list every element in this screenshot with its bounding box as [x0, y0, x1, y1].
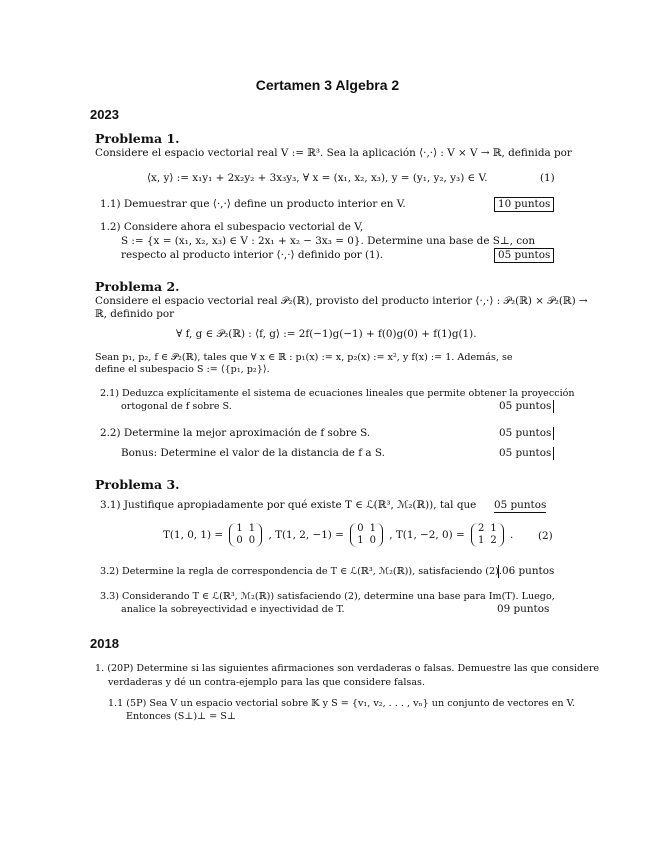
points-2-1: 05 puntos [499, 400, 554, 413]
problem-2-intro-line-2: ℝ, definido por [95, 308, 175, 320]
question-2-1-line-1: 2.1) Deduzca explícitamente el sistema de ecuaciones lineales que permite obtener la proyección [100, 388, 575, 399]
problem-2-definitions-line-1: Sean p₁, p₂, f ∈ 𝒫₂(ℝ), tales que ∀ x ∈ ℝ : p₁(x) := x, p₂(x) := x², y f(x) := 1. Además, se [95, 352, 513, 363]
question-1-1: 1.1) Demuestrar que ⟨·,·⟩ define un producto interior en V. [100, 198, 406, 210]
t-of-vector-3: , T(1, −2, 0) = [389, 529, 465, 541]
problem-2-definitions-line-2: define el subespacio S := ⟨{p₁, p₂}⟩. [95, 364, 270, 375]
points-box-1-1: 10 puntos [494, 197, 554, 212]
points-3-3: 09 puntos [497, 603, 550, 615]
bonus-question: Bonus: Determine el valor de la distancia de f a S. [121, 447, 385, 459]
question-2-1-line-2: ortogonal de f sobre S. [121, 401, 232, 412]
page-title: Certamen 3 Algebra 2 [255, 77, 400, 93]
equation-number-2: (2) [538, 530, 553, 542]
question-2018-1-line-2: verdaderas y dé un contra-ejemplo para las que considere falsas. [108, 677, 426, 688]
points-bonus: 05 puntos [499, 447, 554, 460]
matrix-2: 0 1 1 0 [350, 523, 383, 547]
question-1-2-line-2: S := {x = (x₁, x₂, x₃) ∈ V : 2x₁ + x₂ − 3x₃ = 0}. Determine una base de S⊥, con [121, 235, 536, 247]
problem-1-heading: Problema 1. [95, 131, 180, 146]
question-2018-1-line-1: 1. (20P) Determine si las siguientes afirmaciones son verdaderas o falsas. Demuestre las que considere [95, 663, 600, 674]
question-2-2: 2.2) Determine la mejor aproximación de f sobre S. [100, 427, 371, 439]
year-heading-2018: 2018 [90, 636, 119, 651]
question-3-2: 3.2) Determine la regla de correspondencia de T ∈ ℒ(ℝ³, ℳ₂(ℝ)), satisfaciendo (2). [100, 566, 502, 577]
matrix-1: 1 1 0 0 [229, 523, 262, 547]
problem-1-intro: Considere el espacio vectorial real V := ℝ³. Sea la aplicación ⟨·,·⟩ : V × V → ℝ, definida por [95, 147, 572, 159]
question-2018-1-1-line-2: Entonces (S⊥)⊥ = S⊥ [126, 711, 236, 722]
year-heading-2023: 2023 [90, 107, 119, 122]
problem-1-equation: ⟨x, y⟩ := x₁y₁ + 2x₂y₂ + 3x₃y₃, ∀ x = (x₁, x₂, x₃), y = (y₁, y₂, y₃) ∈ V. [147, 172, 488, 184]
question-3-3-line-1: 3.3) Considerando T ∈ ℒ(ℝ³, ℳ₂(ℝ)) satisfaciendo (2), determine una base para Im(T). Luego, [100, 591, 555, 602]
points-2-2: 05 puntos [499, 427, 554, 440]
problem-3-heading: Problema 3. [95, 477, 180, 492]
problem-3-equation [163, 521, 513, 549]
question-1-2-line-1: 1.2) Considere ahora el subespacio vectorial de V, [100, 221, 364, 233]
question-3-1: 3.1) Justifique apropiadamente por qué existe T ∈ ℒ(ℝ³, ℳ₂(ℝ)), tal que [100, 499, 477, 511]
problem-2-equation: ∀ f, g ∈ 𝒫₂(ℝ) : ⟨f, g⟩ := 2f(−1)g(−1) + f(0)g(0) + f(1)g(1). [176, 328, 477, 340]
question-3-3-line-2: analice la sobreyectividad e inyectividad de T. [121, 604, 345, 615]
question-2018-1-1-line-1: 1.1 (5P) Sea V un espacio vectorial sobre 𝕂 y S = {v₁, v₂, . . . , vₙ} un conjunto de vectores en V. [108, 698, 575, 709]
points-3-2: 06 puntos [498, 565, 554, 578]
points-3-1: 05 puntos [494, 499, 547, 511]
problem-2-heading: Problema 2. [95, 279, 180, 294]
equation-number-1: (1) [540, 172, 555, 184]
t-of-vector-1: T(1, 0, 1) = [163, 529, 224, 541]
matrix-3: 2 1 1 2 [471, 523, 504, 547]
t-of-vector-2: , T(1, 2, −1) = [268, 529, 344, 541]
problem-2-intro-line-1: Considere el espacio vectorial real 𝒫₂(ℝ), provisto del producto interior ⟨·,·⟩ : 𝒫₂(ℝ) × 𝒫₂(ℝ) → [95, 295, 588, 307]
question-1-2-line-3: respecto al producto interior ⟨·,·⟩ definido por (1). [121, 249, 384, 261]
points-box-1-2: 05 puntos [494, 248, 554, 263]
equation-end: . [510, 529, 514, 541]
